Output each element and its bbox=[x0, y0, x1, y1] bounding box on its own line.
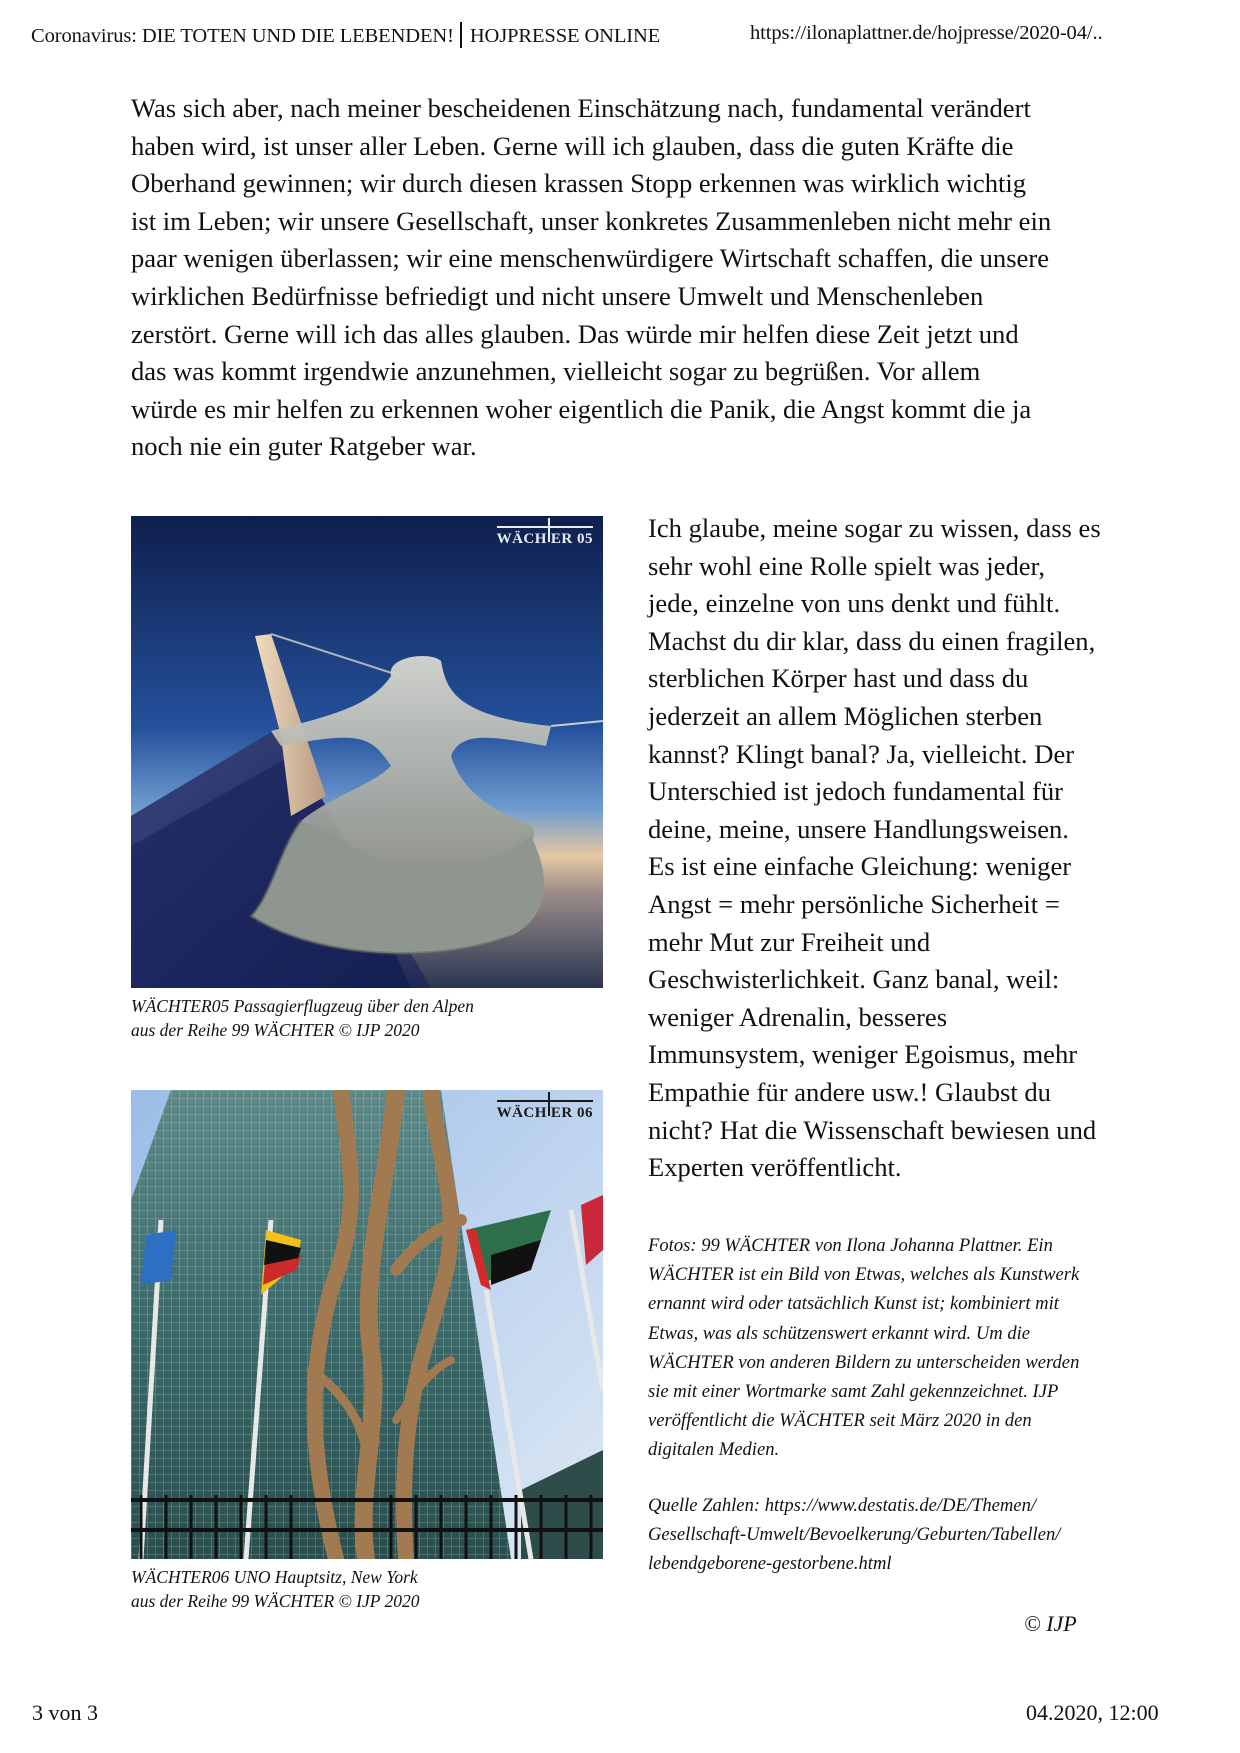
figure-waechter-05 bbox=[131, 516, 603, 988]
text-line: Unterschied ist jedoch fundamental für bbox=[648, 776, 1064, 807]
article-paragraph-1 bbox=[131, 90, 1171, 466]
airplane-wing-sculpture-image bbox=[131, 516, 603, 988]
photo-credits-note bbox=[648, 1231, 1079, 1465]
copyright-signature: © IJP bbox=[1024, 1611, 1077, 1636]
text-line: Empathie für andere usw.! Glaubst du bbox=[648, 1076, 1051, 1107]
note-line: ernannt wird oder tatsächlich Kunst ist; kombiniert mit bbox=[648, 1293, 1059, 1315]
note-line: Fotos: 99 WÄCHTER von Ilona Johanna Plattner. Ein bbox=[648, 1235, 1053, 1256]
text-line: mehr Mut zur Freiheit und bbox=[648, 926, 931, 957]
text-line: nicht? Hat die Wissenschaft bewiesen und bbox=[648, 1114, 1097, 1145]
caption-line: WÄCHTER06 UNO Hauptsitz, New York bbox=[131, 1567, 418, 1587]
cross-icon bbox=[548, 1092, 550, 1116]
text-line: Experten veröffentlicht. bbox=[648, 1152, 902, 1183]
page-url[interactable]: https://ilonaplattner.de/hojpresse/2020-04/.. bbox=[750, 22, 1103, 44]
text-line: das was kommt irgendwie anzunehmen, vielleicht sogar zu begrüßen. Vor allem bbox=[131, 356, 981, 387]
text-line: kannst? Klingt banal? Ja, vielleicht. Der bbox=[648, 738, 1075, 769]
text-line: jederzeit an allem Möglichen sterben bbox=[648, 700, 1043, 731]
text-line: Es ist eine einfache Gleichung: weniger bbox=[648, 851, 1072, 882]
note-line: digitalen Medien. bbox=[648, 1439, 780, 1461]
note-line: sie mit einer Wortmarke samt Zahl gekennzeichnet. IJP bbox=[648, 1381, 1059, 1403]
text-line: Angst = mehr persönliche Sicherheit = bbox=[648, 888, 1060, 919]
article-paragraph-2 bbox=[648, 510, 1168, 1187]
text-line: zerstört. Gerne will ich das alles glauben. Das würde mir helfen diese Zeit jetzt und bbox=[131, 318, 1019, 349]
text-line: Immunsystem, weniger Egoismus, mehr bbox=[648, 1039, 1078, 1070]
text-line: Ich glaube, meine sogar zu wissen, dass es bbox=[648, 513, 1101, 543]
text-line: sehr wohl eine Rolle spielt was jeder, bbox=[648, 550, 1045, 581]
text-line: ist im Leben; wir unsere Gesellschaft, unser konkretes Zusammenleben nicht mehr ein bbox=[131, 205, 1052, 236]
un-headquarters-sculpture-image bbox=[131, 1090, 603, 1559]
text-line: noch nie ein guter Ratgeber war. bbox=[131, 431, 477, 462]
caption-line: aus der Reihe 99 WÄCHTER © IJP 2020 bbox=[131, 1591, 420, 1611]
text-line: jede, einzelne von uns denkt und fühlt. bbox=[648, 588, 1061, 619]
note-line: Etwas, was als schützenswert erkannt wird. Um die bbox=[648, 1322, 1031, 1344]
title-separator bbox=[460, 22, 462, 48]
text-line: wirklichen Bedürfnisse befriedigt und nicht unsere Umwelt und Menschenleben bbox=[131, 280, 984, 311]
text-line: Machst du dir klar, dass du einen fragilen, bbox=[648, 625, 1096, 656]
text-line: deine, meine, unsere Handlungsweisen. bbox=[648, 813, 1069, 844]
text-line: sterblichen Körper hast und dass du bbox=[648, 663, 1029, 694]
note-line: veröffentlicht die WÄCHTER seit März 2020 in den bbox=[648, 1410, 1032, 1432]
caption-line: WÄCHTER05 Passagierflugzeug über den Alpen bbox=[131, 996, 474, 1016]
note-line: WÄCHTER ist ein Bild von Etwas, welches als Kunstwerk bbox=[648, 1264, 1080, 1286]
source-link-line[interactable]: Quelle Zahlen: https://www.destatis.de/DE/Themen/ bbox=[648, 1495, 1037, 1516]
source-link-line[interactable]: Gesellschaft-Umwelt/Bevoelkerung/Geburten/Tabellen/ bbox=[648, 1524, 1061, 1546]
watermark-waechter-05: WÄCH ER 05 bbox=[497, 526, 593, 548]
text-line: würde es mir helfen zu erkennen woher eigentlich die Panik, die Angst kommt die ja bbox=[131, 393, 1032, 424]
article-title: Coronavirus: DIE TOTEN UND DIE LEBENDEN! bbox=[31, 25, 454, 47]
page-header-title bbox=[31, 22, 660, 48]
text-line: Was sich aber, nach meiner bescheidenen Einschätzung nach, fundamental verändert bbox=[131, 93, 1031, 123]
cross-icon bbox=[548, 518, 550, 542]
source-link-line[interactable]: lebendgeborene-gestorbene.html bbox=[648, 1553, 892, 1575]
text-line: weniger Adrenalin, besseres bbox=[648, 1001, 948, 1032]
note-line: WÄCHTER von anderen Bildern zu unterscheiden werden bbox=[648, 1351, 1080, 1373]
watermark-waechter-06: WÄCH ER 06 bbox=[497, 1100, 593, 1122]
figure-caption-2 bbox=[131, 1565, 420, 1613]
text-line: Oberhand gewinnen; wir durch diesen krassen Stopp erkennen was wirklich wichtig bbox=[131, 168, 1027, 199]
print-datetime: 04.2020, 12:00 bbox=[1026, 1700, 1159, 1725]
page-number: 3 von 3 bbox=[32, 1700, 98, 1725]
figure-caption-1 bbox=[131, 994, 474, 1042]
figure-waechter-06 bbox=[131, 1090, 603, 1559]
site-name: HOJPRESSE ONLINE bbox=[469, 25, 661, 47]
caption-line: aus der Reihe 99 WÄCHTER © IJP 2020 bbox=[131, 1020, 420, 1040]
text-line: paar wenigen überlassen; wir eine menschenwürdigere Wirtschaft schaffen, die unsere bbox=[131, 243, 1050, 274]
text-line: Geschwisterlichkeit. Ganz banal, weil: bbox=[648, 964, 1060, 995]
source-note bbox=[648, 1491, 1060, 1579]
text-line: haben wird, ist unser aller Leben. Gerne will ich glauben, dass die guten Kräfte die bbox=[131, 130, 1014, 161]
